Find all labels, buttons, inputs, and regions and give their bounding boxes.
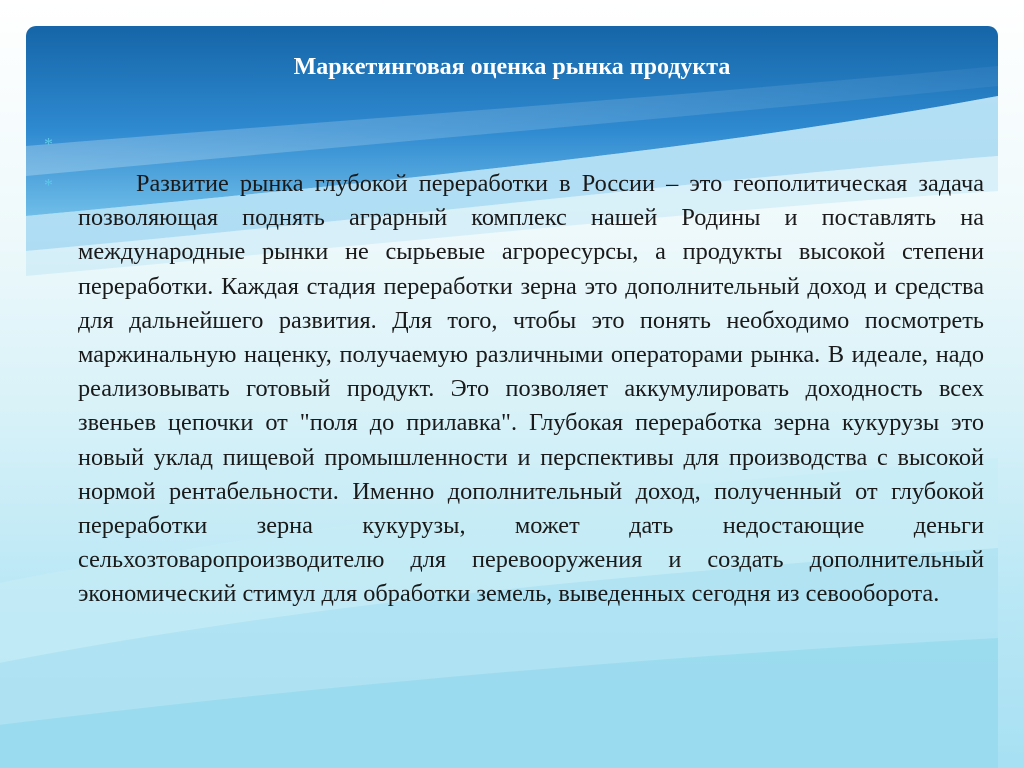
body-text: Развитие рынка глубокой переработки в России – это геополитическая задача позволяющая поднять аграрный комплекс нашей Родины и поставлять на международные рынки не сырьевые агроресурсы, а продукты высокой степени переработки. Каждая стадия переработки зерна это дополнительный доход и средства для дальнейшего развития. Для того, чтобы это понять необходимо посмотреть маржинальную наценку, получаемую различными операторами рынка. В идеале, надо реализовывать готовый продукт. Это позволяет аккумулировать доходность всех звеньев цепочки от "поля до прилавка". Глубокая переработка зерна кукурузы это новый уклад пищевой промышленности и перспективы для производства с высокой нормой рентабельности. Именно дополнительный доход, полученный от глубокой переработки зерна кукурузы, может дать недостающие деньги сельхозтоваропроизводителю для перевооружения и создать дополнительный экономический стимул для обработки земель, выведенных сегодня из севооборота. bbox=[78, 170, 984, 608]
slide-title: Маркетинговая оценка рынка продукта bbox=[293, 54, 731, 80]
bullet-icon: * bbox=[44, 175, 53, 195]
content-frame bbox=[26, 26, 998, 768]
body-paragraph bbox=[78, 167, 984, 612]
bullet-icon: * bbox=[44, 134, 53, 154]
